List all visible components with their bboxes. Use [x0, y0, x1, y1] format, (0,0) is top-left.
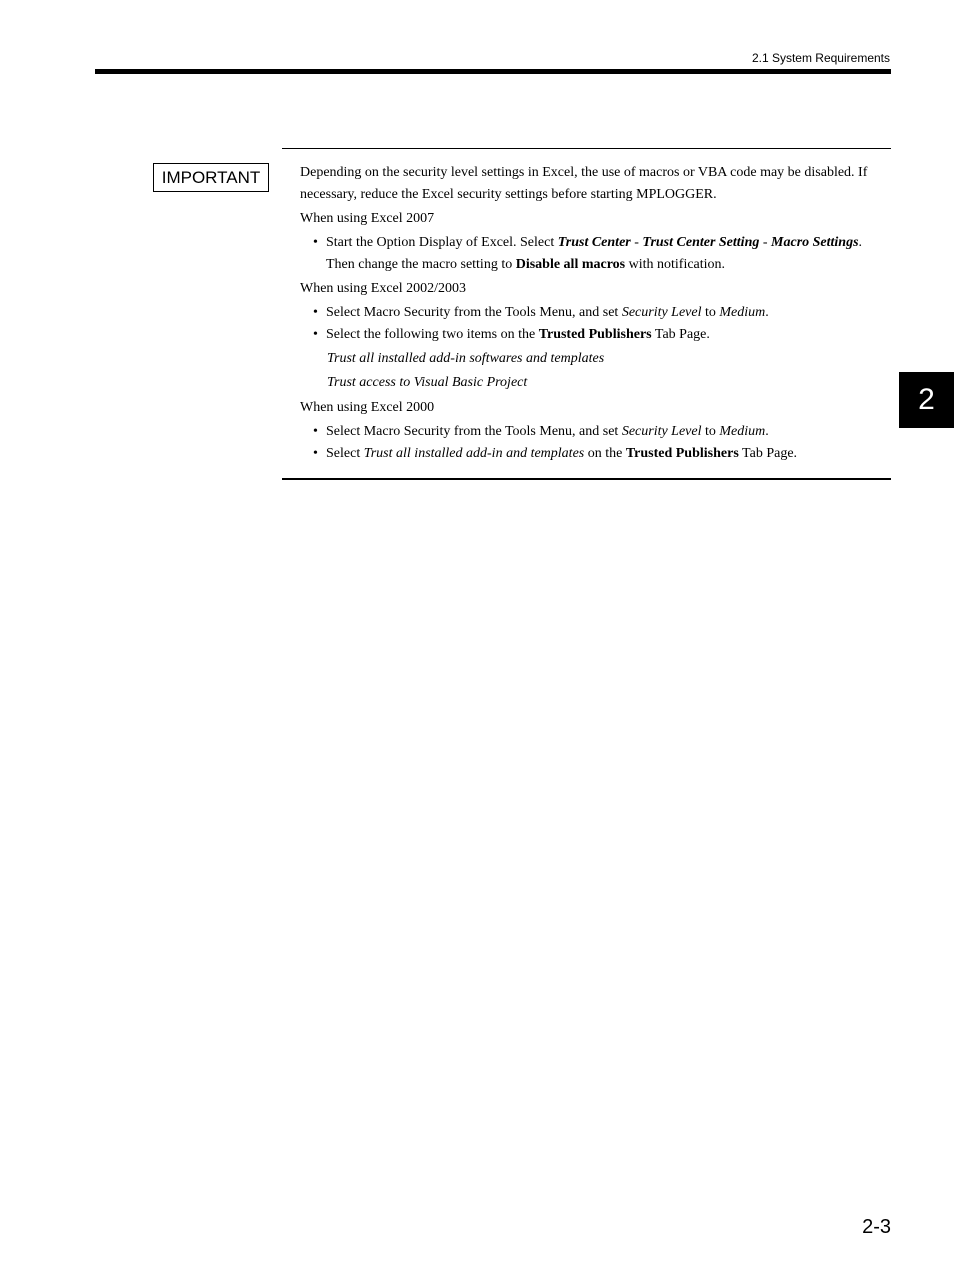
list-item — [300, 232, 891, 276]
important-label: IMPORTANT — [153, 163, 269, 192]
bold-trusted-publishers: Trusted Publishers — [625, 446, 739, 461]
excel-2002-heading: When using Excel 2002/2003 — [300, 281, 467, 296]
text-run: on the — [584, 446, 626, 461]
bullet-marker: • — [313, 424, 318, 439]
text-run: Start the Option Display of Excel. Select — [326, 235, 558, 250]
text-run: with notification. — [625, 257, 726, 272]
italic-medium: Medium — [719, 424, 766, 439]
text-run: Tab Page. — [651, 327, 710, 342]
bullet-marker: • — [313, 446, 318, 461]
text-run: Select Macro Security from the Tools Menu, and set — [326, 305, 622, 320]
list-item — [300, 302, 891, 324]
sub-item-trust-addins: Trust all installed add-in softwares and templates — [327, 351, 605, 366]
text-run: Tab Page. — [738, 446, 798, 461]
intro-paragraph: Depending on the security level settings in Excel, the use of macros or VBA code may be disabled. If necessary, reduce the Excel security settings before starting MPLOGGER. — [300, 165, 868, 202]
italic-medium: Medium — [719, 305, 766, 320]
list-item — [300, 324, 891, 346]
page-number: 2-3 — [862, 1216, 891, 1238]
excel-2000-list — [300, 421, 891, 465]
text-run: . Then change the macro setting to — [326, 235, 863, 272]
excel-2007-heading: When using Excel 2007 — [300, 211, 435, 226]
excel-2007-list — [300, 232, 891, 276]
text-run: to — [701, 305, 720, 320]
list-item — [300, 443, 891, 465]
text-run: Select Macro Security from the Tools Menu, and set — [326, 424, 622, 439]
excel-2000-heading: When using Excel 2000 — [300, 400, 435, 415]
italic-trust-addins: Trust all installed add-in and templates — [363, 446, 585, 461]
text-run: . — [765, 305, 769, 320]
list-item — [300, 421, 891, 443]
text-run: Select — [326, 446, 364, 461]
chapter-tab: 2 — [899, 372, 954, 428]
bold-trusted-publishers: Trusted Publishers — [538, 327, 652, 342]
important-content — [300, 162, 891, 467]
bullet-marker: • — [313, 235, 318, 250]
text-run: to — [701, 424, 720, 439]
separator: - — [630, 235, 643, 250]
emphasis-trust-center-setting: Trust Center Setting — [642, 235, 760, 250]
running-header: 2.1 System Requirements — [751, 51, 890, 65]
bold-disable-all-macros: Disable all macros — [515, 257, 626, 272]
bullet-marker: • — [313, 305, 318, 320]
emphasis-trust-center: Trust Center — [557, 235, 631, 250]
italic-security-level: Security Level — [621, 424, 702, 439]
sub-item-trust-vba: Trust access to Visual Basic Project — [327, 375, 528, 390]
italic-security-level: Security Level — [621, 305, 702, 320]
text-run: Select the following two items on the — [326, 327, 539, 342]
header-rule — [95, 69, 891, 74]
bullet-marker: • — [313, 327, 318, 342]
excel-2002-list — [300, 302, 891, 346]
separator: - — [759, 235, 772, 250]
emphasis-macro-settings: Macro Settings — [771, 235, 859, 250]
important-box — [282, 148, 891, 480]
text-run: . — [765, 424, 769, 439]
